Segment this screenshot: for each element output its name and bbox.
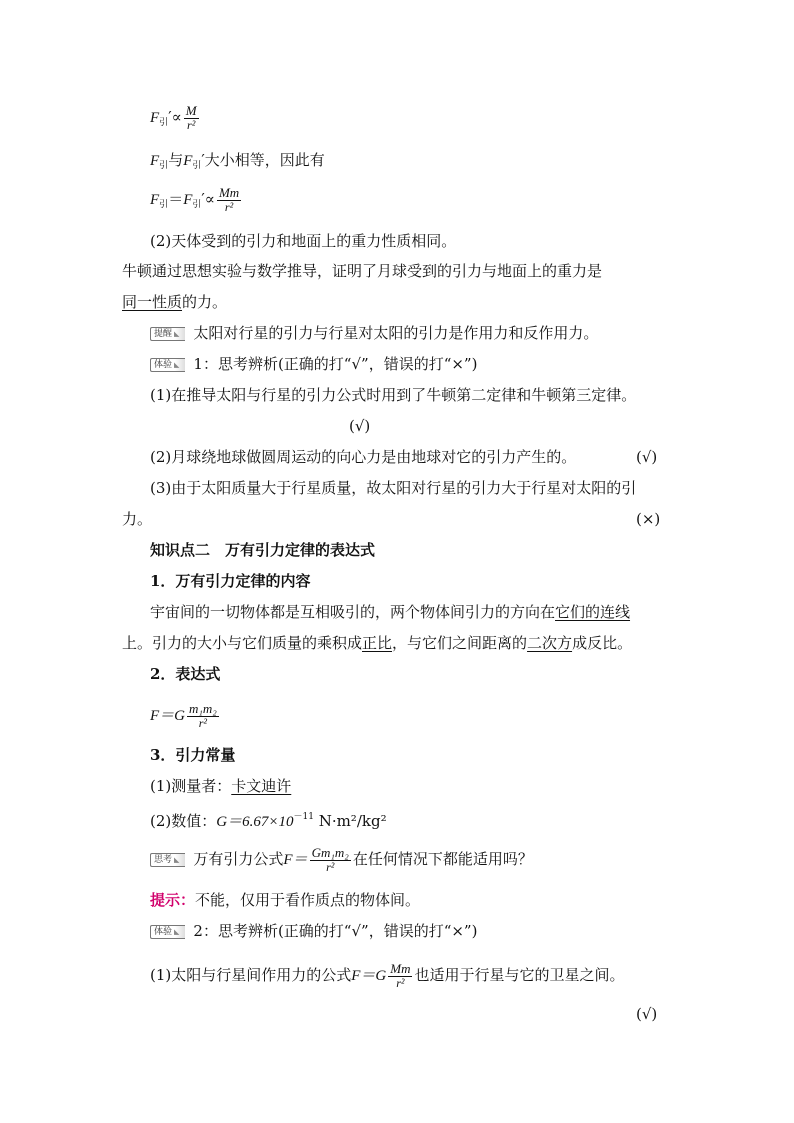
fraction: $\frac{\text{m₁m₂}}{\text{r²}}$ [189, 701, 217, 730]
paragraph: 同一性质的力。 [122, 293, 228, 311]
subheading: 1．万有引力定律的内容 [150, 572, 311, 590]
hint-label: 提示： [150, 891, 196, 909]
subheading: 3．引力常量 [150, 746, 236, 764]
question-item: (1)在推导太阳与行星的引力公式时用到了牛顿第二定律和牛顿第三定律。 [150, 386, 637, 404]
experience-tag: 体验 ◣ [150, 925, 185, 939]
answer-mark: (√) [636, 1005, 658, 1023]
experience-tag: 体验 ◣ [150, 358, 185, 372]
fraction: $\frac{Mm}{\text{r²}}$ [218, 185, 240, 214]
formula-universal-gravitation: F＝G $\frac{\text{m₁m₂}}{\text{r²}}$ [150, 701, 217, 730]
paragraph: 牛顿通过思想实验与数学推导，证明了月球受到的引力与地面上的重力是 [122, 262, 603, 280]
paragraph: 上。引力的大小与它们质量的乘积成正比，与它们之间距离的二次方成反比。 [122, 634, 633, 652]
experience-heading: 体验 ◣ 1：思考辨析(正确的打“√”，错误的打“×”) [150, 354, 477, 374]
measurer-line: (1)测量者：卡文迪许 [150, 777, 292, 795]
answer-mark: (√) [636, 448, 658, 466]
fraction: $\frac{Mm}{\text{r²}}$ [390, 961, 411, 990]
answer-mark: (√) [349, 417, 371, 435]
fraction: $\frac{\text{Gm₁m₂}}{\text{r²}}$ [311, 845, 349, 874]
value-line: (2)数值：$G=6.67\times 10^{-11}$ N·m²/kg² [150, 812, 387, 830]
question-item: (1)太阳与行星间作用力的公式F＝G $\frac{Mm}{\text{r²}}$ 也适用于行星与它的卫星之间。 [150, 961, 625, 990]
hint-line: 提示：不能，仅用于看作质点的物体间。 [150, 891, 421, 909]
section-heading: 知识点二 万有引力定律的表达式 [150, 541, 376, 559]
formula-gravity-proportional-m: $F_引'\propto$ $\frac{M}{\text{r²}}$ [150, 103, 197, 132]
think-question: 思考 ◣ 万有引力公式F＝ $\frac{\text{Gm₁m₂}}{\text{r²}}$ 在任何情况下都能适用吗？ [150, 846, 533, 874]
question-item: (2)月球绕地球做圆周运动的向心力是由地球对它的引力产生的。 [150, 448, 577, 466]
answer-mark: (×) [636, 510, 661, 528]
fraction: $\frac{M}{\text{r²}}$ [185, 103, 197, 132]
paragraph: (2)天体受到的引力和地面上的重力性质相同。 [150, 232, 457, 250]
text-equal-magnitude: $F_引$与$F_引'$大小相等，因此有 [150, 151, 325, 171]
think-tag: 思考 ◣ [150, 853, 185, 867]
reminder-note: 提醒 ◣ 太阳对行星的引力与行星对太阳的引力是作用力和反作用力。 [150, 323, 598, 343]
question-item-cont: 力。 [122, 510, 153, 528]
experience-heading: 体验 ◣ 2：思考辨析(正确的打“√”，错误的打“×”) [150, 921, 477, 941]
question-item: (3)由于太阳质量大于行星质量，故太阳对行星的引力大于行星对太阳的引 [150, 479, 637, 497]
subheading: 2．表达式 [150, 665, 221, 683]
reminder-tag: 提醒 ◣ [150, 327, 185, 341]
formula-gravity-proportional-mm: $F_引=F_引'\propto$ $\frac{Mm}{\text{r²}}$ [150, 185, 240, 214]
paragraph: 宇宙间的一切物体都是互相吸引的，两个物体间引力的方向在它们的连线 [150, 603, 631, 621]
